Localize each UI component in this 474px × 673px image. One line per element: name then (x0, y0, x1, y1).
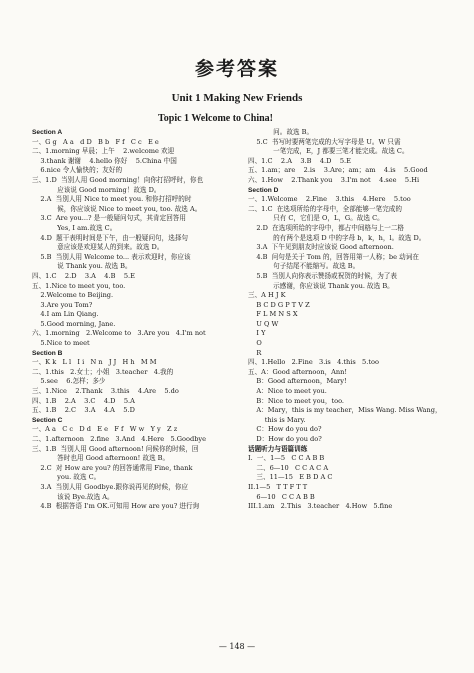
answer-line: 5.C 书写时要两笔完成的大写字母是 U。W 只需 (248, 137, 401, 146)
answer-line: 四、1.C 2.D 3.A 4.B 5.E (32, 271, 135, 280)
answer-line: 的有两个是选项 D 中的字母 b，k，h，l。故选 D。 (248, 233, 426, 242)
answer-line: this is Mary. (248, 415, 306, 424)
answer-line: 3.A 当别人用 Goodbye.跟你说再见的时候，你应 (32, 482, 189, 491)
answer-line: 3.C Are you...? 是一般疑问句式，其肯定回答用 (32, 214, 186, 223)
answer-line: 该说 Bye.故选 A。 (32, 492, 114, 501)
answer-line: 4.D 题干表明时间是下午，由一般疑问句，选择句 (32, 233, 189, 242)
answer-line: 三、11—15 E B D A C (248, 473, 333, 482)
answer-line: A：Nice to meet you. (248, 387, 327, 396)
answer-line: I. 一、1—5 C C A B B (248, 454, 325, 463)
answer-line: 五、1.am；are 2.is 3.Are；am；am 4.is 5.Good (248, 166, 428, 175)
answer-line: I Y (248, 329, 266, 338)
answer-line: 二、1.afternoon 2.fine 3.And 4.Here 5.Goodbye (32, 435, 207, 443)
answer-line: 说 Thank you. 故选 B。 (32, 262, 132, 271)
answer-line: Section B (32, 349, 63, 357)
answer-line: 5.see 6.怎样；多少 (32, 377, 106, 386)
answer-line: 2.D 在选项所给的字母中，都占中间格与上一二格 (248, 223, 405, 232)
answer-line: 五、A：Good afternoon，Ann! (248, 367, 348, 376)
answer-line: Section A (32, 129, 63, 136)
answer-line: 二、6—10 C C A C A (248, 463, 329, 472)
answer-line: 4.B 问句是关于 Tom 的，回答用第一人称；be 动词在 (248, 252, 419, 261)
answer-line: 6.nice 令人愉快的；友好的 (32, 166, 123, 175)
answer-line: you. 故选 C。 (32, 473, 101, 482)
answer-line: 四、1.Hello 2.Fine 3.is 4.this 5.too (248, 358, 379, 367)
answer-line: Section C (32, 416, 63, 424)
answer-line: 只有 C，它们是 O，L，G。故选 C。 (248, 214, 384, 223)
answer-line: 5.Good morning, Jane. (32, 319, 116, 328)
answer-line: 五、1.B 2.C 3.A 4.A 5.D (32, 406, 135, 415)
answer-line: B：Nice to meet you，too. (248, 396, 345, 405)
answer-line: 一、1.Welcome 2.Fine 3.this 4.Here 5.too (248, 195, 411, 204)
answer-line: 4.I am Lin Qiang. (32, 310, 99, 319)
answer-line: 3.A 下午见到朋友时应该说 Good afternoon. (248, 243, 394, 252)
page-title: 参考答案 (194, 58, 279, 80)
answer-line: F L M N S X (248, 310, 298, 319)
answer-line: 话题听力与语篇训练 (248, 444, 308, 453)
answer-line: 句子结尾不能缩写。故选 B。 (248, 262, 360, 271)
answer-line: 候，你应该说 Nice to meet you, too. 故选 A。 (32, 204, 202, 213)
answer-line: 三、A H J K (248, 291, 286, 300)
answer-line: 三、1.Nice 2.Thank 3.this 4.Are 5.do (32, 387, 179, 396)
answer-line: O (248, 339, 262, 348)
answer-line: 5.Nice to meet (32, 339, 90, 348)
left-column (32, 128, 240, 512)
answer-line: 意应该是欢迎某人的到来。故选 D。 (32, 243, 164, 252)
answer-line: Section D (248, 186, 279, 194)
answer-line: 六、1.morning 2.Welcome to 3.Are you 4.I'm not (32, 329, 206, 338)
answer-line: B C D G P T V Z (248, 300, 310, 309)
right-column (248, 128, 450, 512)
answer-line: 示感谢，你应该说 Thank you. 故选 B。 (248, 281, 394, 290)
answer-line: 2.C 对 How are you? 的回答通常用 Fine, thank (32, 463, 193, 472)
answer-line: C：How do you do? (248, 425, 322, 434)
answer-line: 三、1.D 当别人用 Good morning！向你打招呼时，你也 (32, 175, 204, 184)
answer-line: 2.Welcome to Beijing. (32, 291, 114, 300)
answer-line: Yes, I am.故选 C。 (32, 223, 117, 232)
answer-line: 5.B 当别人用 Welcome to... 表示欢迎时，你应该 (32, 252, 191, 261)
answer-line: III.1.am 2.This 3.teacher 4.How 5.fine (248, 502, 393, 511)
answer-line: 答时也用 Good afternoon! 故选 B。 (32, 454, 170, 463)
answer-line: 3.thank 谢谢 4.hello 你好 5.China 中国 (32, 156, 177, 165)
answer-line: 一笔完成，E，J 都要三笔才能完成。故选 C。 (248, 147, 409, 156)
topic-title: Topic 1 Welcome to China! (158, 113, 274, 124)
answer-line: 问。故选 B。 (248, 128, 314, 136)
answer-line: 五、1.Nice to meet you, too. (32, 281, 126, 290)
answer-line: D：How do you do? (248, 435, 322, 443)
answer-line: 一、A a C c D d E e F f W w Y y Z z (32, 425, 178, 434)
answer-line: 2.A 当别人用 Nice to meet you. 和你打招呼的时 (32, 195, 192, 204)
answer-line: 四、1.C 2.A 3.B 4.D 5.E (248, 156, 351, 165)
answer-line: 二、1.morning 早晨；上午 2.welcome 欢迎 (32, 147, 175, 156)
answer-line: 二、1.this 2.女士；小姐 3.teacher 4.我的 (32, 367, 174, 376)
answer-line: 二、1.C 在选项所给的字母中，全部能够一笔完成的 (248, 204, 402, 213)
answer-line: 一、K k L l I i N n J J H h M M (32, 358, 157, 367)
answer-line: A：Mary，this is my teacher，Miss Wang. Miss Wang， (248, 406, 442, 415)
answer-line: 5.B 当别人向你表示赞扬或祝贺的时候，为了表 (248, 271, 397, 280)
unit-title: Unit 1 Making New Friends (171, 92, 303, 104)
answer-line: 3.Are you Tom? (32, 300, 93, 309)
answer-line: 六、1.How 2.Thank you 3.I'm not 4.see 5.Hi (248, 175, 420, 184)
answer-line: 应该说 Good morning！故选 D。 (32, 185, 161, 194)
answer-line: R (248, 348, 262, 357)
answer-line: U Q W (248, 319, 279, 328)
answer-line: II.1—5 T T F T T (248, 482, 308, 491)
answer-line: 6—10 C C A B B (248, 492, 315, 501)
answer-line: 三、1.B 当别人用 Good afternoon! 问候你的时候，回 (32, 444, 199, 453)
answer-line: 4.B 根据答语 I'm OK.可知用 How are you? 进行询 (32, 502, 200, 511)
page-number: — 148 — (218, 642, 256, 651)
answer-line: 一、G g A a d D B b F f C c E e (32, 137, 159, 146)
answer-line: B：Good afternoon，Mary! (248, 377, 347, 386)
answer-line: 四、1.B 2.A 3.C 4.D 5.A (32, 396, 135, 405)
